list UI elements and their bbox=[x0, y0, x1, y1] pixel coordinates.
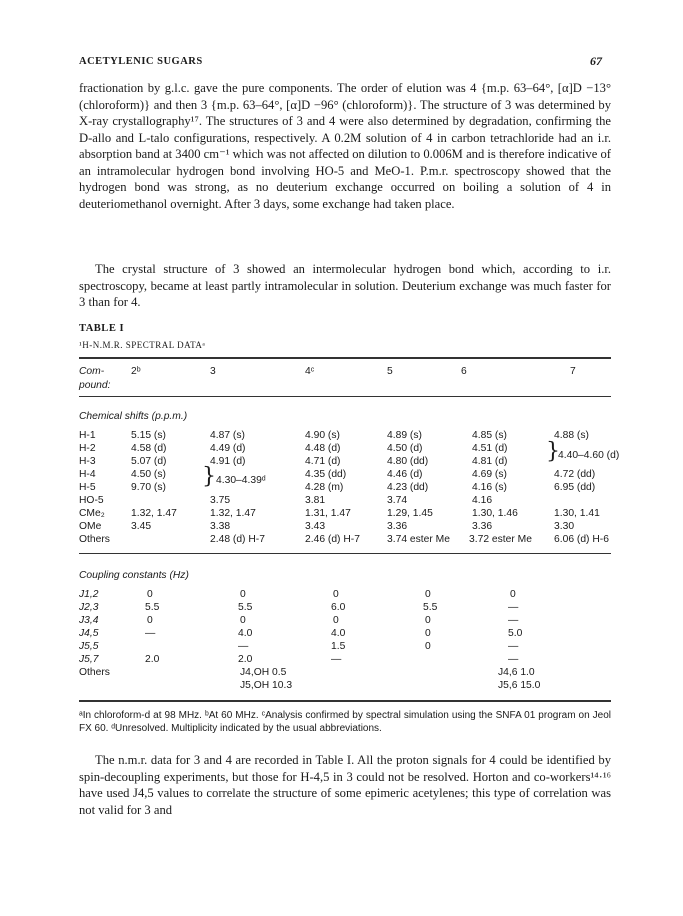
column-header-2: 2ᵇ bbox=[131, 366, 141, 377]
table-cell: J4,6 1.0 bbox=[498, 667, 535, 678]
table-cell: 3.74 ester Me bbox=[387, 534, 450, 545]
paragraph-2: The crystal structure of 3 showed an intermolecular hydrogen bond which, according to i.r. spectroscopy, became at least partly intramolecular in solution. Deuterium exchange was much faster for 3 than for 4. bbox=[79, 262, 611, 309]
table-footnote: ᵃIn chloroform-d at 98 MHz. ᵇAt 60 MHz. ᶜAnalysis confirmed by spectral simulation using the SNFA 01 program on Jeol FX 60. ᵈUnresolved. Multiplicity indicated by the usual abbreviations. bbox=[79, 710, 611, 734]
row-label: H-1 bbox=[79, 430, 96, 441]
column-header-6: 6 bbox=[461, 366, 467, 377]
row-label: J1,2 bbox=[79, 589, 99, 600]
table-cell: 0 bbox=[240, 615, 246, 626]
table-cell: 1.32, 1.47 bbox=[131, 508, 177, 519]
table-cell: 0 bbox=[147, 615, 153, 626]
table-cell: 4.51 (d) bbox=[472, 443, 508, 454]
running-title: ACETYLENIC SUGARS bbox=[79, 56, 203, 67]
table-cell: 0 bbox=[147, 589, 153, 600]
column-header-7: 7 bbox=[570, 366, 576, 377]
table-cell: 4.50 (s) bbox=[131, 469, 166, 480]
table-cell: 4.0 bbox=[238, 628, 253, 639]
table-title: TABLE I bbox=[79, 323, 125, 334]
column-header-5: 5 bbox=[387, 366, 393, 377]
table-cell: 0 bbox=[510, 589, 516, 600]
table-cell: 3.81 bbox=[305, 495, 326, 506]
table-cell: 5.5 bbox=[145, 602, 160, 613]
table-cell: 0 bbox=[425, 589, 431, 600]
table-cell: 4.50 (d) bbox=[387, 443, 423, 454]
table-cell: 2.0 bbox=[238, 654, 253, 665]
table-cell: 2.48 (d) H-7 bbox=[210, 534, 265, 545]
row-label: J5,7 bbox=[79, 654, 99, 665]
column-header-4: 4ᶜ bbox=[305, 366, 315, 377]
row-label: Others bbox=[79, 667, 110, 678]
row-label: J4,5 bbox=[79, 628, 99, 639]
row-label: H-3 bbox=[79, 456, 96, 467]
table-cell: 1.30, 1.41 bbox=[554, 508, 600, 519]
table-cell: 4.88 (s) bbox=[554, 430, 589, 441]
row-label: H-4 bbox=[79, 469, 96, 480]
table-cell: 2.46 (d) H-7 bbox=[305, 534, 360, 545]
page-number: 67 bbox=[590, 54, 602, 68]
table-cell: 4.85 (s) bbox=[472, 430, 507, 441]
brace-glyph: } bbox=[202, 464, 216, 489]
table-cell: 0 bbox=[425, 615, 431, 626]
table-cell: — bbox=[508, 602, 519, 613]
brace-glyph: } bbox=[546, 439, 560, 464]
row-label: OMe bbox=[79, 521, 102, 532]
table-cell: 3.30 bbox=[554, 521, 575, 532]
table-cell: 4.40–4.60 (d) bbox=[558, 450, 620, 461]
table-subtitle: ¹H-N.M.R. SPECTRAL DATAᵃ bbox=[79, 340, 206, 350]
column-header-compound-cont: pound: bbox=[79, 380, 111, 391]
table-cell: 4.16 bbox=[472, 495, 493, 506]
paragraph-1: fractionation by g.l.c. gave the pure components. The order of elution was 4 {m.p. 63–64°, [α]D −13° (chloroform)} and then 3 {m.p. 63–64°, [α]D −96° (chloroform)}. The structure of 3 was determined by X-ray crystallography¹⁷. The structures of 3 and 4 were also determined by degradation, confirming the D-allo and L-talo configurations, respectively. A 0.2M solution of 4 in carbon tetrachloride had an i.r. absorption band at 3400 cm⁻¹ which was not affected on dilution to 0.006M and is therefore indicative of an intramolecular hydrogen bond involving HO-5 and MeO-1. P.m.r. spectroscopy showed that the hydrogen bond was strong, as no deuterium exchange occurred on boiling a solution of 4 in deuteriomethanol overnight. After 3 days, some exchange had taken place. bbox=[79, 81, 611, 211]
column-header-compound: Com- bbox=[79, 366, 105, 377]
table-cell: 4.28 (m) bbox=[305, 482, 344, 493]
table-cell: — bbox=[331, 654, 342, 665]
table-cell: 4.80 (dd) bbox=[387, 456, 429, 467]
table-cell: 3.45 bbox=[131, 521, 152, 532]
table-header-rule bbox=[79, 396, 611, 397]
table-cell: 4.71 (d) bbox=[305, 456, 341, 467]
table-cell: 0 bbox=[333, 589, 339, 600]
table-cell: 0 bbox=[240, 589, 246, 600]
row-label: H-5 bbox=[79, 482, 96, 493]
table-cell: 5.0 bbox=[508, 628, 523, 639]
table-top-rule bbox=[79, 357, 611, 359]
table-cell: — bbox=[508, 641, 519, 652]
table-cell: 4.23 (dd) bbox=[387, 482, 429, 493]
table-cell: 4.0 bbox=[331, 628, 346, 639]
table-cell: 4.89 (s) bbox=[387, 430, 422, 441]
table-cell: 4.90 (s) bbox=[305, 430, 340, 441]
table-cell: — bbox=[508, 615, 519, 626]
table-cell: J5,6 15.0 bbox=[498, 680, 541, 691]
row-label: J2,3 bbox=[79, 602, 99, 613]
table-cell: 4.58 (d) bbox=[131, 443, 167, 454]
row-label: HO-5 bbox=[79, 495, 104, 506]
table-cell: 3.74 bbox=[387, 495, 408, 506]
table-cell: — bbox=[238, 641, 249, 652]
table-cell: 3.43 bbox=[305, 521, 326, 532]
table-cell: 6.06 (d) H-6 bbox=[554, 534, 609, 545]
table-cell: 3.36 bbox=[472, 521, 493, 532]
table-cell: 0 bbox=[425, 641, 431, 652]
table-cell: 3.38 bbox=[210, 521, 231, 532]
table-cell: 3.72 ester Me bbox=[469, 534, 532, 545]
table-cell: 0 bbox=[425, 628, 431, 639]
row-label: J5,5 bbox=[79, 641, 99, 652]
section-coupling-constants: Coupling constants (Hz) bbox=[79, 570, 189, 581]
table-cell: 4.91 (d) bbox=[210, 456, 246, 467]
table-cell: 1.30, 1.46 bbox=[472, 508, 518, 519]
table-cell: 1.29, 1.45 bbox=[387, 508, 433, 519]
table-cell: 4.48 (d) bbox=[305, 443, 341, 454]
table-cell: 5.15 (s) bbox=[131, 430, 166, 441]
table-cell: 4.49 (d) bbox=[210, 443, 246, 454]
column-header-3: 3 bbox=[210, 366, 216, 377]
table-cell: 1.31, 1.47 bbox=[305, 508, 351, 519]
table-cell: 4.69 (s) bbox=[472, 469, 507, 480]
table-cell: 5.07 (d) bbox=[131, 456, 167, 467]
table-section-rule bbox=[79, 553, 611, 554]
row-label: Others bbox=[79, 534, 110, 545]
table-cell: 1.5 bbox=[331, 641, 346, 652]
table-cell: 3.75 bbox=[210, 495, 231, 506]
table-bottom-rule bbox=[79, 700, 611, 702]
section-chemical-shifts: Chemical shifts (p.p.m.) bbox=[79, 411, 188, 422]
table-cell: 4.35 (dd) bbox=[305, 469, 347, 480]
table-cell: — bbox=[508, 654, 519, 665]
table-cell: 4.87 (s) bbox=[210, 430, 245, 441]
table-cell: 0 bbox=[333, 615, 339, 626]
table-cell: 3.36 bbox=[387, 521, 408, 532]
table-cell: 5.5 bbox=[423, 602, 438, 613]
table-cell: — bbox=[145, 628, 156, 639]
table-cell: 1.32, 1.47 bbox=[210, 508, 256, 519]
row-label: H-2 bbox=[79, 443, 96, 454]
table-cell: 5.5 bbox=[238, 602, 253, 613]
table-cell: 4.46 (d) bbox=[387, 469, 423, 480]
table-cell: 6.95 (dd) bbox=[554, 482, 596, 493]
table-cell: J4,OH 0.5 bbox=[240, 667, 287, 678]
table-cell: 4.30–4.39ᵈ bbox=[216, 475, 266, 486]
row-label: J3,4 bbox=[79, 615, 99, 626]
table-cell: 6.0 bbox=[331, 602, 346, 613]
table-cell: 4.72 (dd) bbox=[554, 469, 596, 480]
table-cell: 2.0 bbox=[145, 654, 160, 665]
table-cell: 4.81 (d) bbox=[472, 456, 508, 467]
paragraph-3: The n.m.r. data for 3 and 4 are recorded in Table I. All the proton signals for 4 could be identified by spin-decoupling experiments, but those for H-4,5 in 3 could not be resolved. Horton and co-workers¹⁴·¹⁶ have used J4,5 values to correlate the structure of some epimeric acetylenes; this type of correlation was not valid for 3 and bbox=[79, 753, 611, 817]
row-label: CMe₂ bbox=[79, 508, 105, 519]
table-cell: 9.70 (s) bbox=[131, 482, 166, 493]
table-cell: 4.16 (s) bbox=[472, 482, 507, 493]
table-cell: J5,OH 10.3 bbox=[240, 680, 293, 691]
